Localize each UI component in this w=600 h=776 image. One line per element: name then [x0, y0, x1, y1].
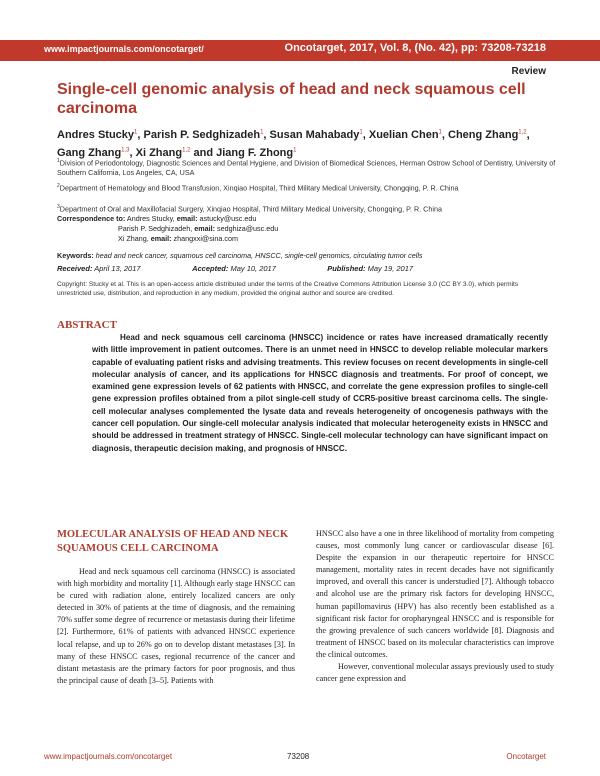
author: Gang Zhang$^{1,3}$, [57, 147, 136, 160]
footer-url[interactable]: www.impactjournals.com/oncotarget [44, 752, 173, 761]
journal-url[interactable]: www.impactjournals.com/oncotarget/ [44, 44, 204, 54]
correspondence: Correspondence to: Andres Stucky, email: astucky@usc.edu Parish P. Sedghizadeh, email: sedghiza@usc.edu Xi Zhang, email: zhangxxi@sina.com [57, 214, 279, 243]
abstract-heading: ABSTRACT [57, 319, 117, 331]
author: Susan Mahabady$^1$, [269, 128, 369, 141]
paragraph: HNSCC also have a one in three likelihood of mortality from competing causes, most commonly lung cancer or cardiovascular disease [6]. Despite the expansion in our therapeutic repertoire for HNSCC management, mortality rates in recent decades have not significantly improved, and overall this cancer is understudied [7]. Although tobacco and alcohol use are the primary risk factors for developing HNSCC, human papillomavirus (HPV) has also recently been established as a significant risk factor for oropharyngeal HNSCC and is responsible for the growing prevalence of such cancers worldwide [8]. Diagnosis and treatment of HNSCC based on its molecular characteristics can improve the clinical outcomes. [316, 529, 554, 659]
author: Xuelian Chen$^1$, [368, 128, 449, 141]
footer-journal: Oncotarget [506, 752, 546, 761]
affiliation: $^2$Department of Hematology and Blood Transfusion, Xinqiao Hospital, Third Military Medical University, Chongqing, P. R. China [57, 183, 459, 193]
keywords: Keywords: head and neck cancer, squamous cell carcinoma, HNSCC, single-cell genomics, circulating tumor cells [57, 251, 423, 260]
body-column-right [316, 528, 554, 685]
copyright-notice: Copyright: Stucky et al. This is an open-access article distributed under the terms of the Creative Commons Attribution License 3.0 (CC BY 3.0), which permits unrestricted use, distribution, and reproduction in any medium, provided the original author and source are credited. [57, 281, 519, 297]
page-footer [0, 752, 600, 766]
abstract-text: Head and neck squamous cell carcinoma (HNSCC) incidence or rates have increased dramatically recently with little improvement in patient outcomes. There is an unmet need in HNSCC to develop reliable molecular markers capable of evaluating patient risks and advising treatments. This review focuses on recent developments in single-cell molecular analysis of cancer, and its applications for HNSCC diagnosis and treatments. For proof of concept, we examined gene expression levels of 62 patients with HNSCC, and correlate the gene expression profiles to single-cell gene expression profiles obtained from a pilot single-cell study of CCR5-positive breast carcinoma cells. The single-cell molecular analyses complemented the lysate data and reveals heterogeneity of oncogenesis pathways with the cancer cell population. Our single-cell molecular analysis indicated that molecular heterogeneity exists in HNSCC and should be addressed in treatment strategy of HNSCC. Single-cell molecular technology can have significant impact on diagnosis, therapeutic decision making, and prognosis of HNSCC. [92, 333, 548, 453]
article-title: Single-cell genomic analysis of head and neck squamous cell carcinoma [57, 81, 526, 117]
citation: Oncotarget, 2017, Vol. 8, (No. 42), pp: 73208-73218 [284, 42, 546, 54]
article-type: Review [511, 66, 546, 77]
author: Xi Zhang$^{1,2}$ and [135, 147, 217, 160]
section-heading: MOLECULAR ANALYSIS OF HEAD AND NECK SQUAMOUS CELL CARCINOMA [57, 529, 289, 554]
email-link[interactable]: zhangxxi@sina.com [173, 234, 238, 243]
author: Cheng Zhang$^{1,2}$, [448, 128, 530, 141]
affiliation: $^1$Division of Periodontology, Diagnostic Sciences and Dental Hygiene, and Division of Biomedical Sciences, Herman Ostrow School of Dentistry, University of Southern California, Los Angeles, CA, USA [57, 158, 556, 178]
body-column-left [57, 566, 295, 687]
page-header [0, 0, 600, 63]
article-dates: Received: April 13, 2017 Accepted: May 10, 2017 Published: May 19, 2017 [57, 264, 414, 273]
author: Parish P. Sedghizadeh$^1$, [143, 128, 270, 141]
author: Andres Stucky$^1$, [57, 128, 144, 141]
author: Jiang F. Zhong$^1$ [216, 147, 297, 160]
paragraph: Head and neck squamous cell carcinoma (HNSCC) is associated with high morbidity and mortality [1]. Although early stage HNSCC can be cured with radiation alone, entirely localized cancers are only detected in 30% of patients at the time of diagnosis, and the remaining 70% suffer some degree of recurrence or metastasis during their lifetime [2]. Furthermore, 61% of patients with advanced HNSCC experience local relapse, and up to 26% go on to develop distant metastases [3]. In many of these HNSCC cases, regional recurrence of the cancer and distant metastasis are the primary factors for poor prognosis, and thus the principal cause of death [3–5]. Patients with [57, 567, 295, 685]
email-link[interactable]: astucky@usc.edu [199, 214, 257, 223]
paragraph: However, conventional molecular assays previously used to study cancer gene expression and [316, 662, 554, 684]
affiliation: $^3$Department of Oral and Maxillofacial Surgery, Xinqiao Hospital, Third Military Medical University, Chongqing, P. R. China [57, 204, 442, 214]
email-link[interactable]: sedghiza@usc.edu [216, 224, 279, 233]
page-number: 73208 [287, 752, 310, 761]
header-bar [0, 40, 600, 61]
